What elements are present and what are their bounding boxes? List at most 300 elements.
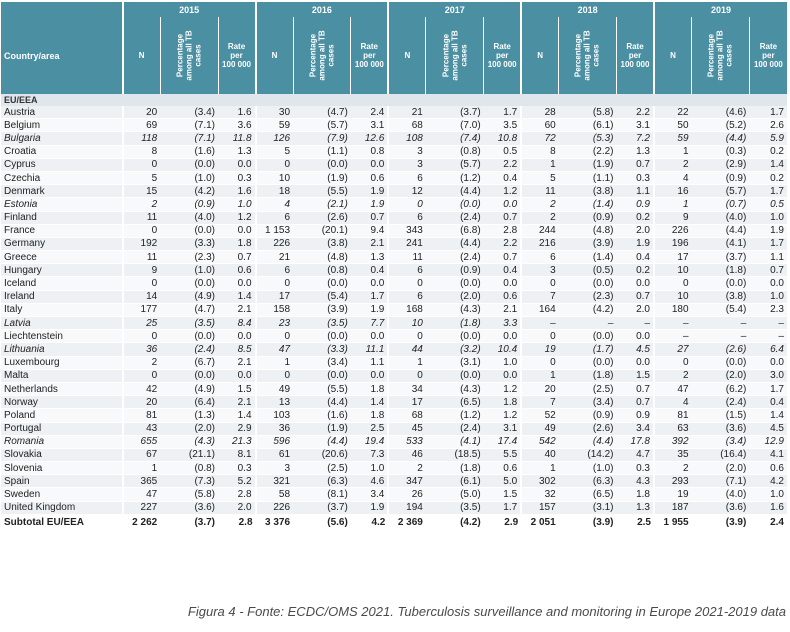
n-cell: 1 [521, 158, 559, 171]
subtotal-rate-cell: 2.4 [749, 514, 787, 530]
rate-cell: 0.7 [616, 290, 654, 303]
table-row [1, 475, 787, 488]
percentage-cell: (3.1) [426, 356, 484, 369]
percentage-cell: (1.8) [692, 264, 750, 277]
rate-cell: 11.8 [218, 132, 256, 145]
percentage-cell: – [692, 317, 750, 330]
table-row [1, 171, 787, 184]
table-row [1, 198, 787, 211]
rate-cell: 0.6 [351, 171, 389, 184]
n-cell: 2 [654, 158, 692, 171]
rate-cell: 4.5 [749, 422, 787, 435]
percentage-cell: (0.9) [559, 211, 617, 224]
n-cell: 0 [123, 277, 161, 290]
rate-cell: 17.4 [484, 435, 522, 448]
percentage-cell: (3.7) [293, 501, 351, 514]
n-cell: 58 [256, 488, 294, 501]
col-rate-header [218, 17, 256, 94]
subtotal-n-cell: 2 369 [388, 514, 426, 530]
rate-cell: 7.7 [351, 317, 389, 330]
rate-cell: 0.0 [616, 277, 654, 290]
country-cell: Romania [1, 435, 123, 448]
col-rate-line: Rate [759, 42, 778, 51]
n-cell: 365 [123, 475, 161, 488]
table-row [1, 277, 787, 290]
rate-cell: 0.3 [218, 462, 256, 475]
n-cell: 19 [521, 343, 559, 356]
rate-cell: 0.7 [351, 211, 389, 224]
n-cell: 0 [654, 356, 692, 369]
percentage-cell: (2.4) [426, 211, 484, 224]
country-cell: Portugal [1, 422, 123, 435]
n-cell: 69 [123, 119, 161, 132]
percentage-cell: (1.0) [160, 264, 218, 277]
percentage-cell: (7.3) [160, 475, 218, 488]
n-cell: 28 [521, 106, 559, 119]
col-percentage-header [293, 17, 351, 94]
percentage-cell: (1.2) [426, 409, 484, 422]
percentage-cell: (2.6) [559, 422, 617, 435]
n-cell: – [654, 330, 692, 343]
percentage-cell: (3.8) [692, 290, 750, 303]
table-row [1, 330, 787, 343]
table-row [1, 145, 787, 158]
rate-cell: 0.7 [484, 211, 522, 224]
rate-cell: 1.3 [616, 501, 654, 514]
percentage-cell: (3.5) [293, 317, 351, 330]
n-cell: 36 [256, 422, 294, 435]
n-cell: 3 [388, 158, 426, 171]
column-header-row [1, 17, 787, 94]
col-percentage-line: cases [459, 44, 469, 67]
col-rate-line: per [230, 51, 243, 60]
n-cell: 196 [654, 237, 692, 250]
percentage-cell: (0.0) [293, 158, 351, 171]
percentage-cell: (4.0) [692, 211, 750, 224]
n-cell: 45 [388, 422, 426, 435]
n-cell: 35 [654, 448, 692, 461]
percentage-cell: (0.8) [160, 462, 218, 475]
percentage-cell: (1.8) [559, 369, 617, 382]
rate-cell: 0.3 [218, 171, 256, 184]
rate-cell: 2.5 [351, 422, 389, 435]
table-row [1, 382, 787, 395]
n-cell: 0 [123, 158, 161, 171]
percentage-cell: (6.2) [692, 382, 750, 395]
rate-cell: 0.4 [351, 264, 389, 277]
table-row [1, 435, 787, 448]
n-cell: 11 [521, 185, 559, 198]
country-cell: Sweden [1, 488, 123, 501]
col-n-header: N [654, 17, 692, 94]
year-header: 2015 [123, 2, 256, 17]
n-cell: 4 [256, 198, 294, 211]
country-cell: Hungary [1, 264, 123, 277]
percentage-cell: – [692, 330, 750, 343]
n-cell: 1 153 [256, 224, 294, 237]
table-row [1, 488, 787, 501]
percentage-cell: (7.1) [160, 132, 218, 145]
percentage-cell: (2.5) [293, 462, 351, 475]
rate-cell: 3.4 [351, 488, 389, 501]
n-cell: 343 [388, 224, 426, 237]
n-cell: 0 [388, 198, 426, 211]
country-cell: Spain [1, 475, 123, 488]
n-cell: 23 [256, 317, 294, 330]
percentage-cell: (2.6) [692, 343, 750, 356]
n-cell: 0 [256, 158, 294, 171]
subtotal-rate-cell: 2.9 [484, 514, 522, 530]
rate-cell: 0.0 [218, 277, 256, 290]
percentage-cell: (20.6) [293, 448, 351, 461]
rate-cell: 1.9 [351, 185, 389, 198]
n-cell: 32 [521, 488, 559, 501]
n-cell: 5 [256, 145, 294, 158]
rate-cell: 7.2 [616, 132, 654, 145]
n-cell: 1 [654, 198, 692, 211]
percentage-cell: (3.8) [559, 185, 617, 198]
percentage-cell: (0.0) [293, 277, 351, 290]
rate-cell: 4.5 [616, 343, 654, 356]
n-cell: 6 [388, 211, 426, 224]
percentage-cell: (4.8) [293, 251, 351, 264]
country-cell: Malta [1, 369, 123, 382]
country-cell: France [1, 224, 123, 237]
col-rate-line: per [628, 51, 642, 60]
percentage-cell: (0.0) [160, 158, 218, 171]
section-row [1, 94, 787, 106]
subtotal-rate-cell: 2.8 [218, 514, 256, 530]
n-cell: 7 [521, 396, 559, 409]
n-cell: 6 [388, 264, 426, 277]
rate-cell: 4.1 [749, 448, 787, 461]
n-cell: 7 [521, 290, 559, 303]
n-cell: 49 [256, 382, 294, 395]
col-rate-header [484, 17, 522, 94]
n-cell: 1 [256, 356, 294, 369]
n-cell: 22 [654, 106, 692, 119]
tb-surveillance-table [1, 2, 787, 530]
table-row [1, 343, 787, 356]
n-cell: 81 [123, 409, 161, 422]
percentage-cell: (2.4) [426, 251, 484, 264]
col-rate-line: Rate [626, 42, 644, 51]
n-cell: 103 [256, 409, 294, 422]
n-cell: 2 [654, 462, 692, 475]
rate-cell: 0.7 [616, 382, 654, 395]
rate-cell: 2.1 [218, 396, 256, 409]
percentage-cell: (4.3) [426, 382, 484, 395]
percentage-cell: (1.6) [293, 409, 351, 422]
n-cell: 21 [256, 251, 294, 264]
country-cell: Ireland [1, 290, 123, 303]
rate-cell: 0.0 [218, 158, 256, 171]
n-cell: 0 [521, 330, 559, 343]
n-cell: 0 [123, 224, 161, 237]
rate-cell: 1.6 [749, 501, 787, 514]
percentage-cell: (2.3) [160, 251, 218, 264]
rate-cell: 1.0 [749, 488, 787, 501]
rate-cell: 0.0 [616, 356, 654, 369]
country-cell: Norway [1, 396, 123, 409]
col-n-header: N [256, 17, 294, 94]
rate-cell: 0.6 [749, 462, 787, 475]
subtotal-n-cell: 2 262 [123, 514, 161, 530]
rate-cell: 0.7 [616, 396, 654, 409]
rate-cell: 2.0 [218, 501, 256, 514]
n-cell: 293 [654, 475, 692, 488]
rate-cell: 0.7 [218, 251, 256, 264]
n-cell: 30 [256, 106, 294, 119]
table-row [1, 224, 787, 237]
table-row [1, 119, 787, 132]
rate-cell: 1.7 [351, 290, 389, 303]
rate-cell: 0.0 [218, 224, 256, 237]
rate-cell: 0.0 [484, 369, 522, 382]
rate-cell: 4.3 [616, 475, 654, 488]
table-row [1, 448, 787, 461]
rate-cell: 11.1 [351, 343, 389, 356]
rate-cell: 19.4 [351, 435, 389, 448]
rate-cell: 5.0 [484, 475, 522, 488]
country-cell: Latvia [1, 317, 123, 330]
rate-cell: 10.8 [484, 132, 522, 145]
rate-cell: 6.4 [749, 343, 787, 356]
percentage-cell: (0.0) [559, 356, 617, 369]
country-cell: Slovenia [1, 462, 123, 475]
rate-cell: 0.0 [749, 356, 787, 369]
n-cell: 15 [123, 185, 161, 198]
year-header: 2016 [256, 2, 389, 17]
n-cell: 9 [654, 211, 692, 224]
n-cell: 177 [123, 303, 161, 316]
n-cell: 321 [256, 475, 294, 488]
percentage-cell: (4.7) [160, 303, 218, 316]
percentage-cell: (0.9) [426, 264, 484, 277]
percentage-cell: (5.3) [559, 132, 617, 145]
percentage-cell: (6.8) [426, 224, 484, 237]
percentage-cell: (3.1) [559, 501, 617, 514]
rate-cell: 2.4 [351, 106, 389, 119]
n-cell: 14 [123, 290, 161, 303]
rate-cell: 1.6 [218, 106, 256, 119]
percentage-cell: (6.5) [426, 396, 484, 409]
rate-cell: 0.0 [351, 277, 389, 290]
percentage-cell: (4.6) [692, 106, 750, 119]
percentage-cell: (2.2) [559, 145, 617, 158]
rate-cell: 0.7 [749, 264, 787, 277]
n-cell: 43 [123, 422, 161, 435]
percentage-cell: (2.0) [692, 462, 750, 475]
n-cell: 1 [654, 145, 692, 158]
percentage-cell: (4.4) [293, 396, 351, 409]
rate-cell: 1.2 [484, 185, 522, 198]
n-cell: 8 [123, 145, 161, 158]
n-cell: 596 [256, 435, 294, 448]
col-percentage-line: cases [724, 44, 734, 67]
rate-cell: 5.2 [218, 475, 256, 488]
percentage-cell: (2.4) [426, 422, 484, 435]
subtotal-n-cell: 1 955 [654, 514, 692, 530]
percentage-cell: (0.0) [559, 277, 617, 290]
n-cell: – [654, 317, 692, 330]
n-cell: 20 [521, 382, 559, 395]
percentage-cell: (2.4) [692, 396, 750, 409]
table-row [1, 369, 787, 382]
percentage-cell: (0.0) [692, 277, 750, 290]
table-row [1, 251, 787, 264]
rate-cell: 0.6 [484, 290, 522, 303]
rate-cell: 8.5 [218, 343, 256, 356]
table-row [1, 462, 787, 475]
rate-cell: 1.8 [351, 382, 389, 395]
percentage-cell: (0.9) [559, 409, 617, 422]
country-cell: Italy [1, 303, 123, 316]
percentage-cell: (5.7) [692, 185, 750, 198]
rate-cell: 5.5 [484, 448, 522, 461]
col-percentage-line: Percentage [441, 33, 451, 78]
percentage-cell: (0.0) [426, 369, 484, 382]
percentage-cell: (1.1) [293, 145, 351, 158]
n-cell: 2 [123, 356, 161, 369]
table-row [1, 501, 787, 514]
n-cell: 9 [123, 264, 161, 277]
percentage-cell: (0.9) [160, 198, 218, 211]
percentage-cell: (6.7) [160, 356, 218, 369]
rate-cell: 3.4 [616, 422, 654, 435]
n-cell: 27 [654, 343, 692, 356]
n-cell: 10 [388, 317, 426, 330]
n-cell: 0 [123, 369, 161, 382]
country-cell: Slovakia [1, 448, 123, 461]
n-cell: 226 [256, 501, 294, 514]
rate-cell: 0.4 [484, 171, 522, 184]
percentage-cell: (5.4) [692, 303, 750, 316]
table-row [1, 132, 787, 145]
country-cell: Czechia [1, 171, 123, 184]
rate-cell: 1.5 [218, 382, 256, 395]
table-row [1, 422, 787, 435]
n-cell: 67 [123, 448, 161, 461]
country-cell: Finland [1, 211, 123, 224]
percentage-cell: (3.3) [293, 343, 351, 356]
n-cell: 226 [654, 224, 692, 237]
rate-cell: 0.3 [616, 171, 654, 184]
percentage-cell: (0.0) [426, 198, 484, 211]
percentage-cell: (21.1) [160, 448, 218, 461]
rate-cell: 1.4 [749, 409, 787, 422]
n-cell: 63 [654, 422, 692, 435]
percentage-cell: (5.7) [293, 119, 351, 132]
n-cell: 0 [388, 330, 426, 343]
percentage-cell: (4.4) [426, 185, 484, 198]
percentage-cell: (3.4) [160, 106, 218, 119]
rate-cell: 5.9 [749, 132, 787, 145]
rate-cell: 4.7 [616, 448, 654, 461]
n-cell: 227 [123, 501, 161, 514]
country-cell: Luxembourg [1, 356, 123, 369]
percentage-cell: (0.3) [692, 145, 750, 158]
percentage-cell: (1.0) [160, 171, 218, 184]
rate-cell: 2.1 [218, 303, 256, 316]
percentage-cell: (4.9) [160, 382, 218, 395]
rate-cell: 1.2 [484, 382, 522, 395]
n-cell: 0 [388, 369, 426, 382]
percentage-cell: (0.0) [426, 330, 484, 343]
rate-cell: 0.8 [351, 145, 389, 158]
section-label: EU/EEA [1, 94, 787, 106]
percentage-cell: (4.0) [160, 211, 218, 224]
n-cell: 1 [388, 356, 426, 369]
rate-cell: 1.8 [218, 237, 256, 250]
percentage-cell: (7.4) [426, 132, 484, 145]
rate-cell: 0.2 [749, 145, 787, 158]
rate-cell: 2.3 [749, 303, 787, 316]
n-cell: 164 [521, 303, 559, 316]
rate-cell: 8.1 [218, 448, 256, 461]
rate-cell: 0.4 [484, 264, 522, 277]
n-cell: 6 [256, 211, 294, 224]
percentage-cell: (2.3) [559, 290, 617, 303]
rate-cell: 1.9 [351, 303, 389, 316]
percentage-cell: (7.0) [426, 119, 484, 132]
rate-cell: 0.3 [616, 462, 654, 475]
percentage-cell: (0.0) [160, 224, 218, 237]
percentage-cell: (3.6) [692, 501, 750, 514]
n-cell: 4 [654, 171, 692, 184]
n-cell: 46 [388, 448, 426, 461]
percentage-cell: (4.4) [293, 435, 351, 448]
rate-cell: – [749, 317, 787, 330]
percentage-cell: (0.0) [160, 369, 218, 382]
percentage-cell: (1.7) [559, 343, 617, 356]
percentage-cell: (4.4) [692, 132, 750, 145]
country-cell: Iceland [1, 277, 123, 290]
table-row [1, 409, 787, 422]
rate-cell: 0.5 [484, 145, 522, 158]
subtotal-n-cell: 3 376 [256, 514, 294, 530]
n-cell: 302 [521, 475, 559, 488]
rate-cell: 0.9 [616, 198, 654, 211]
percentage-cell: (3.9) [293, 303, 351, 316]
rate-cell: 3.0 [749, 369, 787, 382]
n-cell: 2 [654, 369, 692, 382]
col-percentage-label [707, 30, 734, 80]
country-cell: Liechtenstein [1, 330, 123, 343]
country-cell: United Kingdom [1, 501, 123, 514]
percentage-cell: (3.6) [692, 422, 750, 435]
n-cell: 655 [123, 435, 161, 448]
country-cell: Greece [1, 251, 123, 264]
n-cell: 81 [654, 409, 692, 422]
percentage-cell: (3.7) [426, 106, 484, 119]
percentage-cell: (2.9) [692, 158, 750, 171]
year-header: 2017 [388, 2, 521, 17]
percentage-cell: (2.0) [160, 422, 218, 435]
subtotal-percentage-cell: (3.9) [692, 514, 750, 530]
table-row [1, 211, 787, 224]
percentage-cell: (18.5) [426, 448, 484, 461]
percentage-cell: (5.5) [293, 382, 351, 395]
col-rate-line: Rate [493, 42, 511, 51]
n-cell: 6 [256, 264, 294, 277]
percentage-cell: (1.8) [426, 462, 484, 475]
n-cell: 68 [388, 409, 426, 422]
percentage-cell: (1.5) [692, 409, 750, 422]
n-cell: 60 [521, 119, 559, 132]
n-cell: 347 [388, 475, 426, 488]
n-cell: 44 [388, 343, 426, 356]
